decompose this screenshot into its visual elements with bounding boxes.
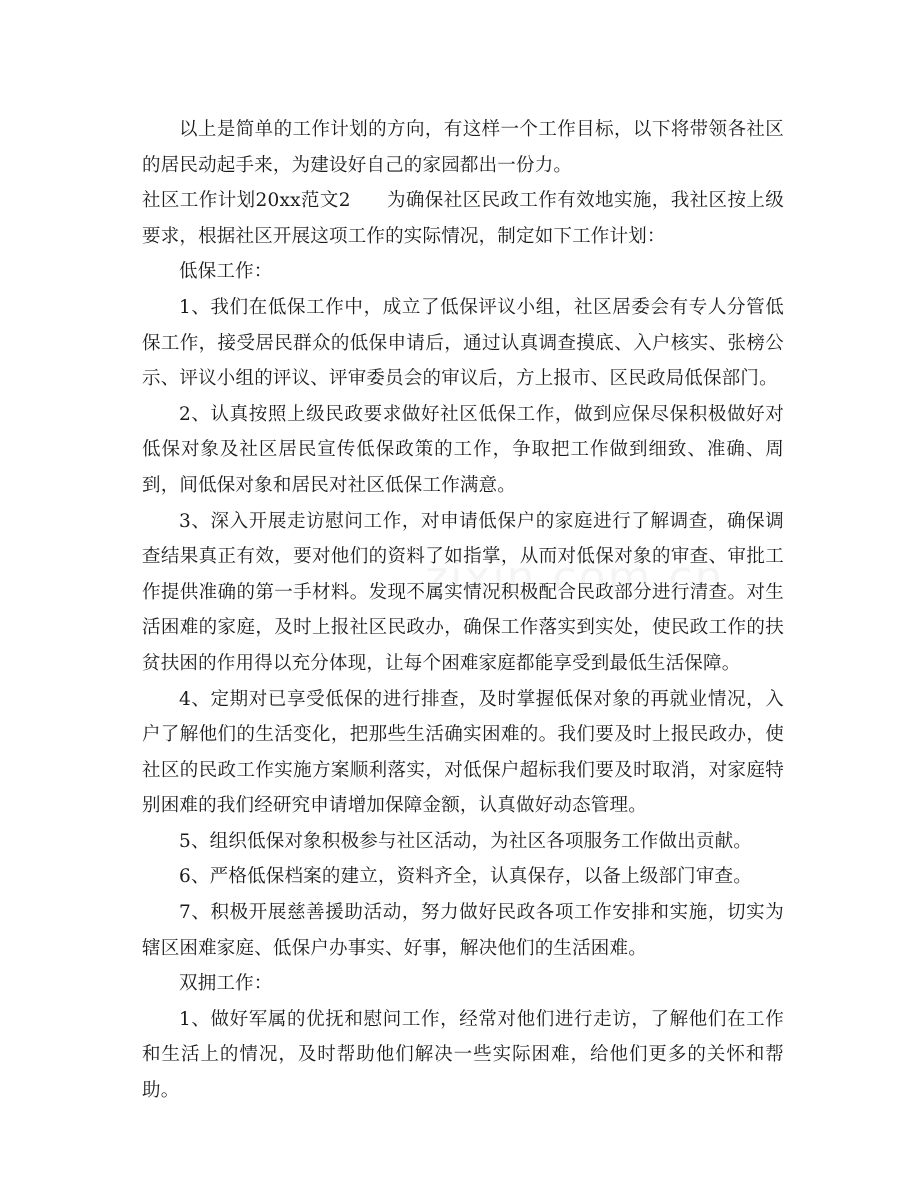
paragraph-dibao-7: 7、积极开展慈善援助活动，努力做好民政各项工作安排和实施，切实为辖区困难家庭、低保户办事实、好事，解决他们的生活困难。 [142, 902, 784, 959]
section-heading-dibao: 低保工作： [179, 261, 273, 283]
paragraph-dibao-1: 1、我们在低保工作中，成立了低保评议小组，社区居委会有专人分管低保工作，接受居民群众的低保申请后，通过认真调查摸底、入户核实、张榜公示、评议小组的评议、评审委员会的审议后，方上报市、区民政局低保部门。 [142, 296, 784, 390]
paragraph-dibao-2: 2、认真按照上级民政要求做好社区低保工作，做到应保尽保积极做好对低保对象及社区居民宣传低保政策的工作，争取把工作做到细致、准确、周到，间低保对象和居民对社区低保工作满意。 [142, 403, 784, 496]
plan-title: 社区工作计划20xx范文2 [142, 190, 351, 212]
paragraph-dibao-6: 6、严格低保档案的建立，资料齐全，认真保存，以备上级部门审查。 [179, 866, 752, 888]
paragraph-intro: 以上是简单的工作计划的方向，有这样一个工作目标，以下将带领各社区的居民动起手来，为建设好自己的家园都出一份力。 [142, 119, 784, 176]
document-page [142, 112, 784, 1109]
plan-intro-text: 为确保社区民政工作有效地实施，我社区按上级要求，根据社区开展这项工作的实际情况，制定如下工作计划： [142, 190, 784, 247]
paragraph-dibao-5: 5、组织低保对象积极参与社区活动，为社区各项服务工作做出贡献。 [179, 830, 752, 852]
paragraph-shuangyong-1: 1、做好军属的优抚和慰问工作，经常对他们进行走访，了解他们在工作和生活上的情况，及时帮助他们解决一些实际困难，给他们更多的关怀和帮助。 [142, 1008, 784, 1102]
paragraph-dibao-4: 4、定期对已享受低保的进行排查，及时掌握低保对象的再就业情况，入户了解他们的生活变化，把那些生活确实困难的。我们要及时上报民政办，使社区的民政工作实施方案顺利落实，对低保户超标我们要及时取消，对家庭特别困难的我们经研究申请增加保障金额，认真做好动态管理。 [142, 688, 784, 817]
paragraph-plan-title [142, 183, 784, 254]
section-heading-shuangyong: 双拥工作： [179, 973, 273, 995]
paragraph-dibao-3: 3、深入开展走访慰问工作，对申请低保户的家庭进行了解调查，确保调查结果真正有效，要对他们的资料了如指掌，从而对低保对象的审查、审批工作提供准确的第一手材料。发现不属实情况积极配合民政部分进行清查。对生活困难的家庭，及时上报社区民政办，确保工作落实到实处，使民政工作的扶贫扶困的作用得以充分体现，让每个困难家庭都能享受到最低生活保障。 [142, 510, 784, 674]
